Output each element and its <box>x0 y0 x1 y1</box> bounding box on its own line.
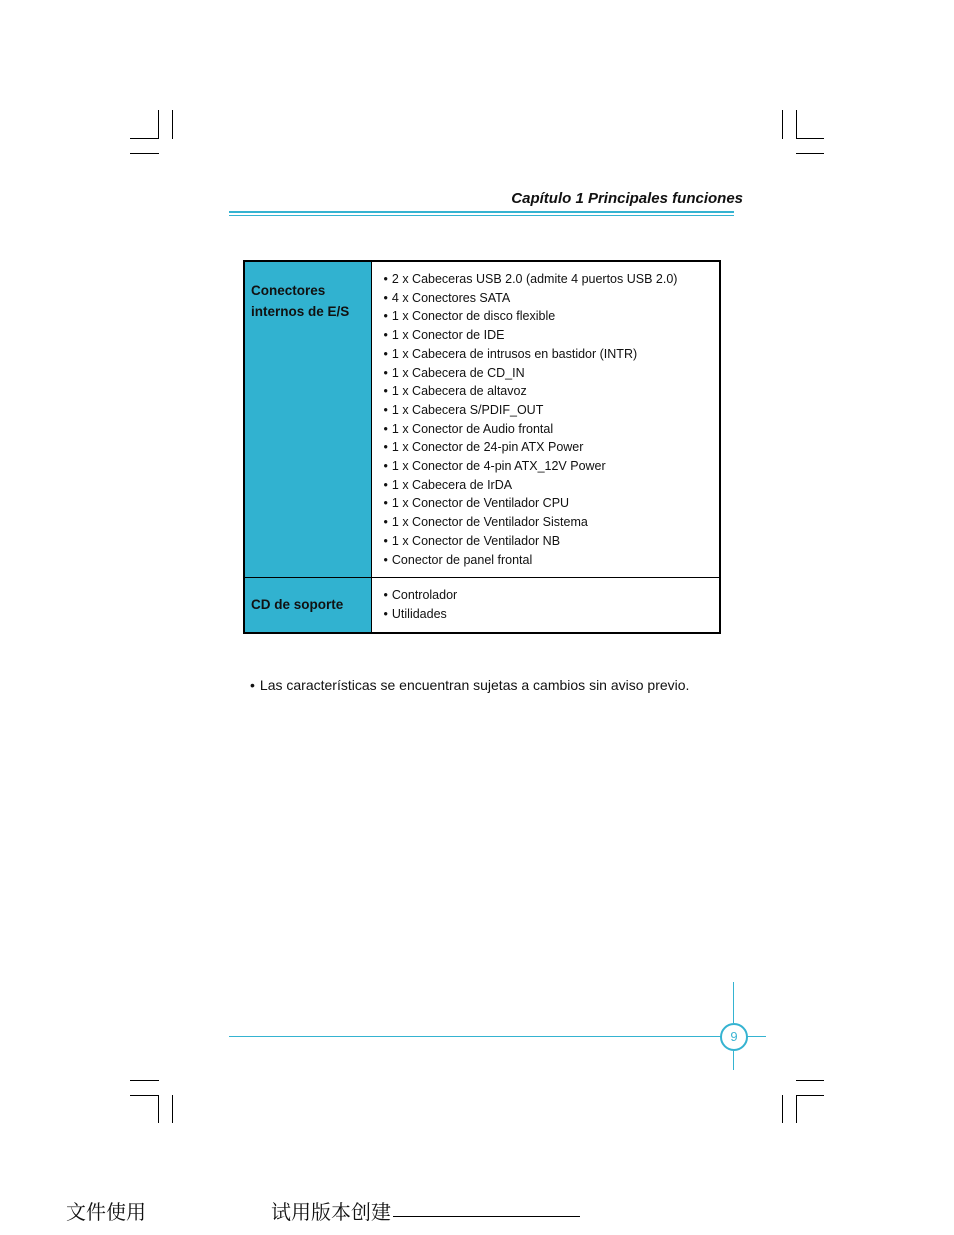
list-item: • 1 x Conector de Ventilador CPU <box>384 494 720 513</box>
crop-mark <box>158 110 159 139</box>
list-item: • 4 x Conectores SATA <box>384 289 720 308</box>
table-row <box>244 578 720 633</box>
watermark-underline <box>393 1216 580 1217</box>
row-label-line: Conectores <box>251 283 326 298</box>
list-item: • Utilidades <box>384 605 720 624</box>
list-item: • Conector de panel frontal <box>384 551 720 570</box>
list-item: • 1 x Conector de Ventilador Sistema <box>384 513 720 532</box>
crop-mark <box>130 1080 159 1081</box>
footer-vertical-rule <box>733 1049 734 1070</box>
chapter-title: Capítulo 1 Principales funciones <box>511 190 743 207</box>
list-item: • 1 x Cabecera de altavoz <box>384 382 720 401</box>
crop-mark <box>796 153 824 154</box>
disclaimer-note: • Las características se encuentran sujetas a cambios sin aviso previo. <box>250 677 689 693</box>
list-item: • 1 x Conector de 24-pin ATX Power <box>384 438 720 457</box>
crop-mark <box>796 1095 824 1096</box>
crop-mark <box>130 153 159 154</box>
list-item: • 1 x Cabecera de intrusos en bastidor (INTR) <box>384 345 720 364</box>
crop-mark <box>782 110 783 139</box>
row-label <box>244 578 371 633</box>
list-item: • 1 x Conector de Audio frontal <box>384 420 720 439</box>
header-rule <box>229 215 734 216</box>
crop-mark <box>130 1095 159 1096</box>
crop-mark <box>796 1080 824 1081</box>
crop-mark <box>172 1095 173 1123</box>
row-label <box>244 261 371 578</box>
list-item: • 1 x Conector de 4-pin ATX_12V Power <box>384 457 720 476</box>
list-item: • 1 x Cabecera de IrDA <box>384 476 720 495</box>
footer-rule <box>229 1036 766 1037</box>
list-item: • 2 x Cabeceras USB 2.0 (admite 4 puertos USB 2.0) <box>384 270 720 289</box>
row-items <box>371 261 720 578</box>
row-label-line: CD de soporte <box>251 597 344 613</box>
row-label-line: internos de E/S <box>251 304 350 319</box>
crop-mark <box>172 110 173 139</box>
table-row <box>244 261 720 578</box>
spec-table <box>243 260 721 634</box>
footer-vertical-rule <box>733 982 734 1023</box>
crop-mark <box>782 1095 783 1123</box>
row-items <box>371 578 720 633</box>
list-item: • 1 x Conector de disco flexible <box>384 307 720 326</box>
page-number: 9 <box>720 1023 748 1051</box>
header-rule <box>229 211 734 213</box>
watermark-right: 试用版本创建 <box>271 1200 391 1224</box>
list-item: • Controlador <box>384 586 720 605</box>
crop-mark <box>130 138 159 139</box>
crop-mark <box>796 110 797 139</box>
crop-mark <box>158 1095 159 1123</box>
list-item: • 1 x Conector de Ventilador NB <box>384 532 720 551</box>
watermark-left: 文件使用 <box>66 1200 146 1224</box>
list-item: • 1 x Cabecera S/PDIF_OUT <box>384 401 720 420</box>
crop-mark <box>796 1095 797 1123</box>
list-item: • 1 x Conector de IDE <box>384 326 720 345</box>
list-item: • 1 x Cabecera de CD_IN <box>384 364 720 383</box>
crop-mark <box>796 138 824 139</box>
